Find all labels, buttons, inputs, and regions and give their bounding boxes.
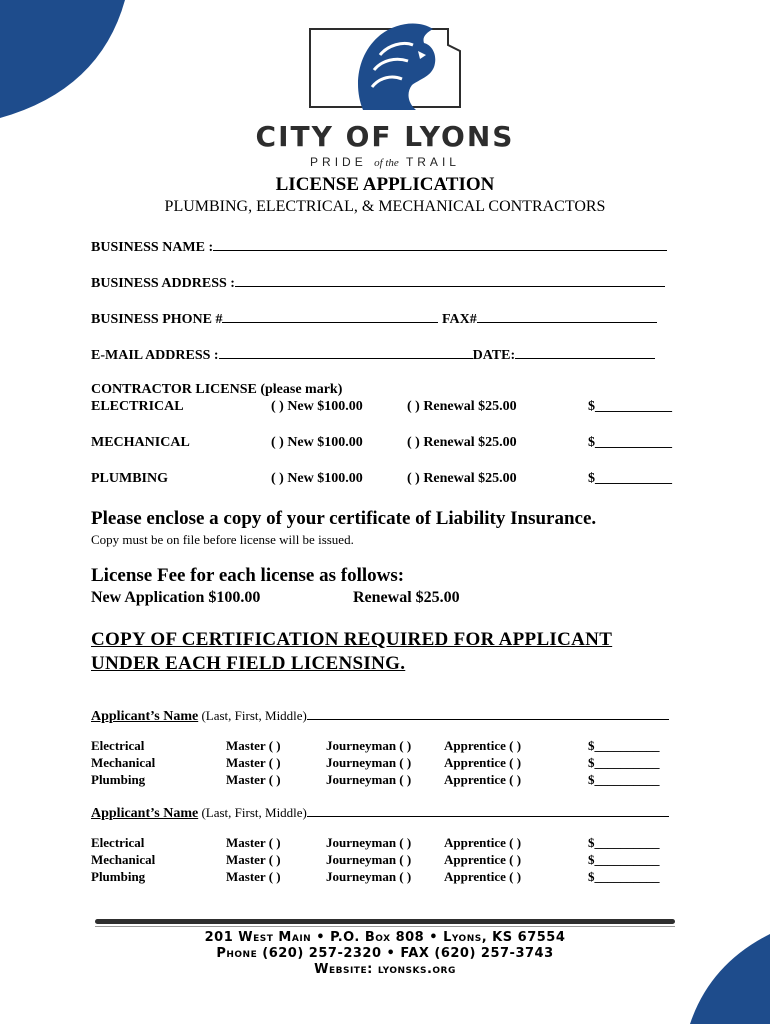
corner-decoration-top-left bbox=[0, 0, 130, 120]
applicant-name-label: Applicant’s Name bbox=[91, 806, 199, 821]
applicant-name-hint: (Last, First, Middle) bbox=[201, 708, 307, 723]
applicant-row-electrical: Electrical Master ( ) Journeyman ( ) Apprentice ( ) $__________ bbox=[91, 738, 660, 753]
master-checkbox[interactable]: Master ( ) bbox=[226, 772, 281, 787]
master-checkbox[interactable]: Master ( ) bbox=[226, 852, 281, 867]
journeyman-checkbox[interactable]: Journeyman ( ) bbox=[326, 869, 412, 884]
fax-field[interactable] bbox=[477, 310, 657, 323]
applicant-name-field[interactable] bbox=[307, 804, 669, 817]
license-row-electrical: ELECTRICAL ( ) New $100.00 ( ) Renewal $25.00 $___________ bbox=[91, 399, 672, 414]
email-field[interactable] bbox=[219, 346, 473, 359]
applicant-name-row bbox=[91, 707, 676, 725]
journeyman-checkbox[interactable]: Journeyman ( ) bbox=[326, 755, 412, 770]
business-name-row bbox=[91, 238, 667, 256]
amount-field[interactable]: $___________ bbox=[588, 471, 672, 486]
city-logo-lion-icon bbox=[308, 15, 468, 115]
footer-website[interactable]: Website: lyonsks.org bbox=[314, 962, 456, 977]
footer-divider bbox=[95, 919, 675, 924]
amount-field[interactable]: $__________ bbox=[588, 772, 660, 787]
master-checkbox[interactable]: Master ( ) bbox=[226, 755, 281, 770]
apprentice-checkbox[interactable]: Apprentice ( ) bbox=[444, 755, 522, 770]
journeyman-checkbox[interactable]: Journeyman ( ) bbox=[326, 852, 412, 867]
renewal-checkbox[interactable]: ( ) Renewal $25.00 bbox=[407, 471, 517, 486]
new-checkbox[interactable]: ( ) New $100.00 bbox=[271, 471, 363, 486]
amount-field[interactable]: $__________ bbox=[588, 869, 660, 884]
applicant-row-plumbing: Plumbing Master ( ) Journeyman ( ) Apprentice ( ) $__________ bbox=[91, 772, 660, 787]
renewal-checkbox[interactable]: ( ) Renewal $25.00 bbox=[407, 435, 517, 450]
footer-phone: Phone (620) 257-2320 • FAX (620) 257-3743 bbox=[216, 946, 554, 961]
license-row-mechanical: MECHANICAL ( ) New $100.00 ( ) Renewal $25.00 $___________ bbox=[91, 435, 672, 450]
apprentice-checkbox[interactable]: Apprentice ( ) bbox=[444, 772, 522, 787]
journeyman-checkbox[interactable]: Journeyman ( ) bbox=[326, 835, 412, 850]
applicant-name-label: Applicant’s Name bbox=[91, 709, 199, 724]
contractor-license-heading: CONTRACTOR LICENSE (please mark) bbox=[91, 382, 343, 397]
applicant-name-hint: (Last, First, Middle) bbox=[201, 805, 307, 820]
applicant-name-field[interactable] bbox=[307, 707, 669, 720]
business-address-row bbox=[91, 274, 665, 292]
applicant-row-plumbing: Plumbing Master ( ) Journeyman ( ) Apprentice ( ) $__________ bbox=[91, 869, 660, 884]
fee-new: New Application $100.00 bbox=[91, 589, 261, 606]
business-name-field[interactable] bbox=[213, 238, 667, 251]
new-checkbox[interactable]: ( ) New $100.00 bbox=[271, 399, 363, 414]
fee-row bbox=[91, 589, 591, 609]
applicant-row-mechanical: Mechanical Master ( ) Journeyman ( ) Apprentice ( ) $__________ bbox=[91, 852, 660, 867]
business-address-field[interactable] bbox=[235, 274, 665, 287]
amount-field[interactable]: $__________ bbox=[588, 738, 660, 753]
email-label: E-MAIL ADDRESS : bbox=[91, 348, 219, 363]
master-checkbox[interactable]: Master ( ) bbox=[226, 835, 281, 850]
amount-field[interactable]: $__________ bbox=[588, 852, 660, 867]
page-subtitle: PLUMBING, ELECTRICAL, & MECHANICAL CONTRACTORS bbox=[164, 198, 606, 215]
date-field[interactable] bbox=[515, 346, 655, 359]
fee-renewal: Renewal $25.00 bbox=[353, 589, 460, 606]
business-address-label: BUSINESS ADDRESS : bbox=[91, 276, 235, 291]
fax-label: FAX# bbox=[441, 312, 477, 327]
master-checkbox[interactable]: Master ( ) bbox=[226, 869, 281, 884]
applicant-grid bbox=[91, 738, 681, 789]
applicant-grid bbox=[91, 835, 681, 886]
insurance-note: Copy must be on file before license will be issued. bbox=[91, 532, 354, 547]
renewal-checkbox[interactable]: ( ) Renewal $25.00 bbox=[407, 399, 517, 414]
page-title: LICENSE APPLICATION bbox=[275, 174, 495, 195]
amount-field[interactable]: $___________ bbox=[588, 399, 672, 414]
amount-field[interactable]: $__________ bbox=[588, 755, 660, 770]
applicant-row-mechanical: Mechanical Master ( ) Journeyman ( ) Apprentice ( ) $__________ bbox=[91, 755, 660, 770]
new-checkbox[interactable]: ( ) New $100.00 bbox=[271, 435, 363, 450]
city-name: CITY OF LYONS bbox=[255, 120, 515, 153]
business-phone-row bbox=[91, 310, 657, 328]
business-phone-label: BUSINESS PHONE # bbox=[91, 312, 223, 327]
amount-field[interactable]: $___________ bbox=[588, 435, 672, 450]
license-row-plumbing: PLUMBING ( ) New $100.00 ( ) Renewal $25.00 $___________ bbox=[91, 471, 672, 486]
fee-heading: License Fee for each license as follows: bbox=[91, 565, 405, 586]
apprentice-checkbox[interactable]: Apprentice ( ) bbox=[444, 869, 522, 884]
footer-divider-thin bbox=[95, 926, 675, 927]
footer-address: 201 West Main • P.O. Box 808 • Lyons, KS 67554 bbox=[204, 930, 566, 945]
date-label: DATE: bbox=[472, 348, 516, 363]
master-checkbox[interactable]: Master ( ) bbox=[226, 738, 281, 753]
journeyman-checkbox[interactable]: Journeyman ( ) bbox=[326, 738, 412, 753]
certification-notice: COPY OF CERTIFICATION REQUIRED FOR APPLICANT UNDER EACH FIELD LICENSING. bbox=[91, 629, 613, 674]
apprentice-checkbox[interactable]: Apprentice ( ) bbox=[444, 835, 522, 850]
apprentice-checkbox[interactable]: Apprentice ( ) bbox=[444, 852, 522, 867]
insurance-heading: Please enclose a copy of your certificate of Liability Insurance. bbox=[91, 508, 597, 529]
amount-field[interactable]: $__________ bbox=[588, 835, 660, 850]
applicant-name-row bbox=[91, 804, 676, 822]
business-phone-field[interactable] bbox=[222, 310, 438, 323]
apprentice-checkbox[interactable]: Apprentice ( ) bbox=[444, 738, 522, 753]
journeyman-checkbox[interactable]: Journeyman ( ) bbox=[326, 772, 412, 787]
email-row bbox=[91, 346, 655, 364]
applicant-row-electrical: Electrical Master ( ) Journeyman ( ) Apprentice ( ) $__________ bbox=[91, 835, 660, 850]
business-name-label: BUSINESS NAME : bbox=[91, 240, 214, 255]
city-tagline: PRIDE of the TRAIL bbox=[310, 155, 460, 169]
